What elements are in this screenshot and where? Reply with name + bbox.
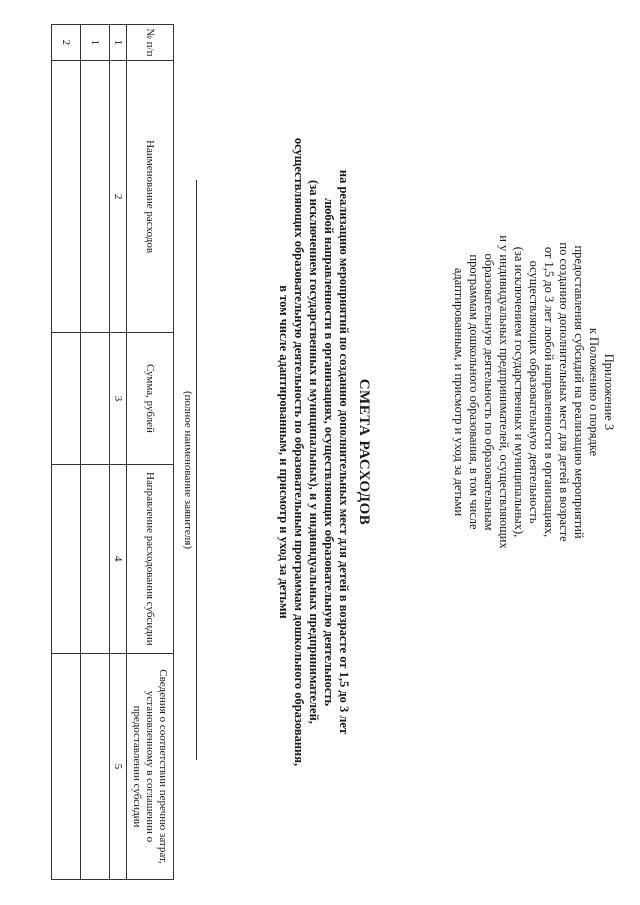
appendix-line: образовательную деятельность по образовательным xyxy=(482,253,496,531)
table-row xyxy=(52,25,81,880)
column-number-cell: 2 xyxy=(110,60,127,333)
table-cell xyxy=(52,333,81,464)
appendix-line: предоставления субсидий на реализацию мероприятий xyxy=(572,245,586,539)
table-cell xyxy=(52,654,81,880)
appendix-line: и у индивидуальных предпринимателей, осуществляющих xyxy=(497,235,511,549)
title-subline: на реализацию мероприятий по созданию дополнительных мест для детей в возрасте от 1,5 до 3 лет xyxy=(337,169,351,735)
column-number-cell: 4 xyxy=(110,464,127,653)
table-header-row xyxy=(127,25,174,880)
document-title: СМЕТА РАСХОДОВ xyxy=(356,378,372,526)
header-cell-expense-name: Наименование расходов xyxy=(127,60,174,333)
table-cell xyxy=(52,60,81,333)
table-cell xyxy=(81,654,110,880)
column-number-cell: 5 xyxy=(110,654,127,880)
table-cell: 2 xyxy=(52,25,81,61)
appendix-line: по созданию дополнительных мест для детей в возрасте xyxy=(557,242,571,542)
header-cell-number: № п/п xyxy=(127,25,174,61)
table-cell: 1 xyxy=(81,25,110,61)
header-cell-compliance: Сведения о соответствии перечню затрат, установленному в соглашении о предоставлении субсидии xyxy=(127,654,174,880)
document-title-block xyxy=(276,82,372,822)
title-subline: в том числе адаптированным, и присмотр и уход за детьми xyxy=(277,285,291,619)
applicant-name-line xyxy=(196,180,197,760)
title-subline: (за исключением государственных и муниципальных), и у индивидуальных предпринимателей, xyxy=(307,180,321,724)
table-row xyxy=(81,25,110,880)
cost-estimate-table xyxy=(51,24,174,880)
column-number-row xyxy=(110,25,127,880)
table-cell xyxy=(81,333,110,464)
table-cell xyxy=(52,464,81,653)
appendix-line: Приложение 3 xyxy=(602,353,616,431)
appendix-line: адаптированным, и присмотр и уход за детьми xyxy=(452,267,466,517)
header-cell-amount: Сумма, рублей xyxy=(127,333,174,464)
appendix-line: программам дошкольного образования, в том числе xyxy=(467,254,481,530)
appendix-line: осуществляющих образовательную деятельность xyxy=(527,260,541,524)
applicant-caption: (полное наименование заявителя) xyxy=(182,390,194,550)
column-number-cell: 3 xyxy=(110,333,127,464)
header-cell-direction: Направление расходования субсидии xyxy=(127,464,174,653)
title-subline: любой направленности в организациях, осуществляющих образовательную деятельность xyxy=(322,197,336,707)
table-cell xyxy=(81,464,110,653)
table-cell xyxy=(81,60,110,333)
appendix-line: к Положению о порядке xyxy=(587,327,601,457)
appendix-block xyxy=(451,122,616,662)
title-subline: осуществляющих образовательную деятельность по образовательным программам дошкольного образования, xyxy=(292,137,306,767)
appendix-line: от 1,5 до 3 лет любой направленности в организациях, xyxy=(542,246,556,538)
column-number-cell: 1 xyxy=(110,25,127,61)
appendix-line: (за исключением государственных и муниципальных), xyxy=(512,246,526,538)
